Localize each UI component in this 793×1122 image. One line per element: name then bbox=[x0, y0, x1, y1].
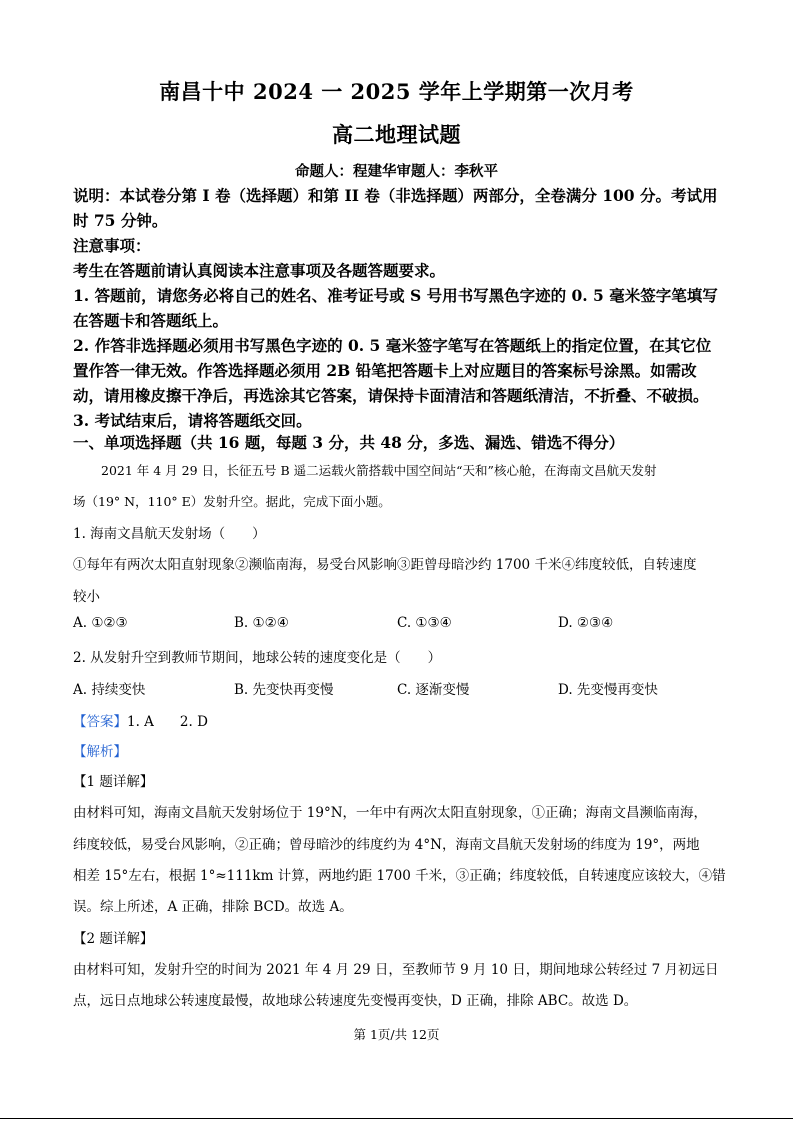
question-2-option-b: B. 先变快再变慢 bbox=[234, 682, 334, 698]
answer-value-2: 2. D bbox=[179, 714, 208, 730]
instructions-line-2: 时 75 分钟。 bbox=[73, 211, 168, 230]
material-line-2: 场（19° N，110° E）发射升空。据此，完成下面小题。 bbox=[73, 494, 391, 509]
answer-value-1: 1. A bbox=[127, 714, 154, 730]
detail-2-title: 【2 题详解】 bbox=[73, 931, 154, 947]
question-2-option-c: C. 逐渐变慢 bbox=[397, 682, 470, 698]
attention-item-2-line-1: 2. 作答非选择题必须用书写黑色字迹的 0. 5 毫米签字笔写在答题纸上的指定位置，在其它位 bbox=[73, 336, 712, 355]
detail-1-title: 【1 题详解】 bbox=[73, 774, 154, 790]
question-1-statements-line-1: ①每年有两次太阳直射现象②濒临南海，易受台风影响③距曾母暗沙约 1700 千米④纬度较低，自转速度 bbox=[73, 557, 697, 573]
bottom-divider bbox=[0, 1118, 793, 1119]
question-2-option-a: A. 持续变快 bbox=[73, 682, 146, 698]
question-2-stem: 2. 从发射升空到教师节期间，地球公转的速度变化是（ ） bbox=[73, 650, 442, 666]
attention-title: 注意事项： bbox=[73, 236, 151, 255]
detail-1-line-2: 纬度较低，易受台风影响，②正确；曾母暗沙的纬度约为 4°N，海南文昌航天发射场的纬度为 19°，两地 bbox=[73, 837, 700, 853]
question-1-option-b: B. ①②④ bbox=[234, 615, 289, 631]
question-1-statements-line-2: 较小 bbox=[73, 589, 100, 605]
page-number: 第 1页/共 12页 bbox=[353, 1027, 440, 1042]
attention-item-1-line-2: 在答题卡和答题纸上。 bbox=[73, 311, 229, 330]
detail-2-line-1: 由材料可知，发射升空的时间为 2021 年 4 月 29 日，至教师节 9 月 10 日，期间地球公转经过 7 月初远日 bbox=[73, 962, 719, 978]
question-1-option-c: C. ①③④ bbox=[397, 615, 452, 631]
page-title: 南昌十中 2024 一 2025 学年上学期第一次月考 bbox=[159, 79, 634, 104]
instructions-line-1: 说明：本试卷分第 I 卷（选择题）和第 II 卷（非选择题）两部分，全卷满分 100 分。考试用 bbox=[73, 186, 718, 205]
answer-row bbox=[73, 710, 208, 730]
detail-2-line-2: 点，远日点地球公转速度最慢，故地球公转速度先变慢再变快，D 正确，排除 ABC。故选 D。 bbox=[73, 993, 638, 1009]
analysis-tag: 【解析】 bbox=[73, 744, 127, 760]
attention-intro: 考生在答题前请认真阅读本注意事项及各题答题要求。 bbox=[73, 261, 446, 280]
attention-item-3: 3. 考试结束后，请将答题纸交回。 bbox=[73, 411, 312, 430]
section-heading: 一、单项选择题（共 16 题，每题 3 分，共 48 分，多选、漏选、错选不得分） bbox=[73, 433, 625, 452]
attention-item-2-line-2: 置作答一律无效。作答选择题必须用 2B 铅笔把答题卡上对应题目的答案标号涂黑。如需改 bbox=[73, 361, 697, 380]
authors-line: 命题人：程建华审题人：李秋平 bbox=[295, 163, 498, 180]
detail-1-line-4: 误。综上所述，A 正确，排除 BCD。故选 A。 bbox=[73, 899, 353, 915]
material-line-1: 2021 年 4 月 29 日，长征五号 B 遥二运载火箭搭载中国空间站“天和”核心舱，在海南文昌航天发射 bbox=[101, 463, 657, 478]
question-1-stem: 1. 海南文昌航天发射场（ ） bbox=[73, 526, 266, 542]
detail-1-line-1: 由材料可知，海南文昌航天发射场位于 19°N，一年中有两次太阳直射现象，①正确；海南文昌濒临南海， bbox=[73, 805, 708, 821]
answer-tag: 【答案】 bbox=[73, 714, 127, 730]
attention-item-1-line-1: 1. 答题前，请您务必将自己的姓名、准考证号或 S 号用书写黑色字迹的 0. 5 毫米签字笔填写 bbox=[73, 286, 718, 305]
question-2-option-d: D. 先变慢再变快 bbox=[558, 682, 658, 698]
page-subtitle: 高二地理试题 bbox=[332, 122, 461, 147]
attention-item-2-line-3: 动，请用橡皮擦干净后，再选涂其它答案，请保持卡面清洁和答题纸清洁，不折叠、不破损。 bbox=[73, 386, 709, 405]
question-1-option-d: D. ②③④ bbox=[558, 615, 614, 631]
question-1-option-a: A. ①②③ bbox=[73, 615, 128, 631]
detail-1-line-3: 相差 15°左右，根据 1°≈111km 计算，两地约距 1700 千米，③正确；纬度较低，自转速度应该较大，④错 bbox=[73, 868, 726, 884]
